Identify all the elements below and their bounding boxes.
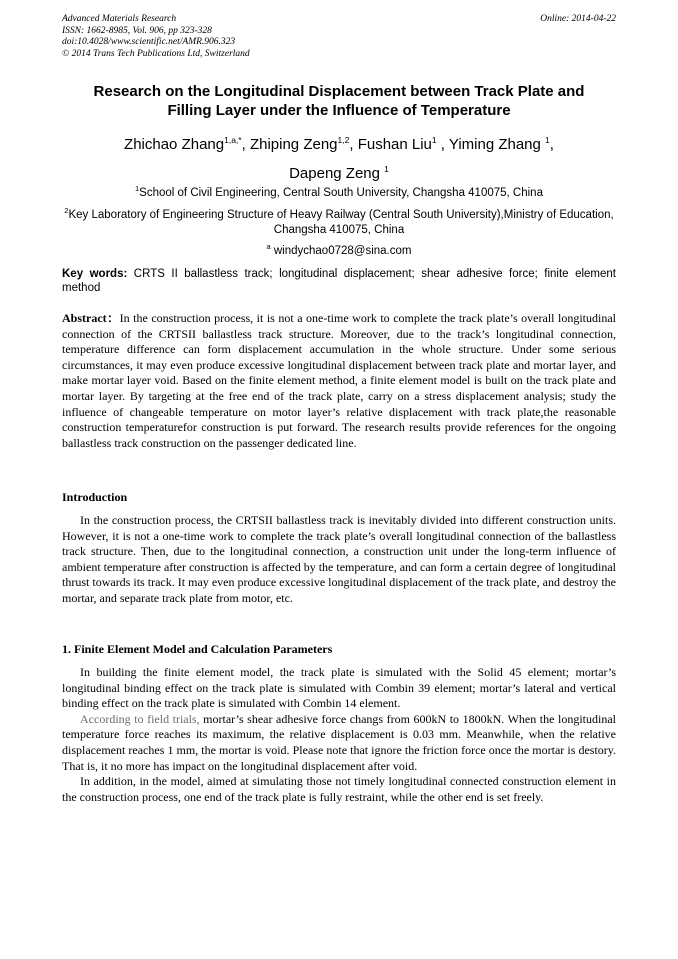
title-line-1: Research on the Longitudinal Displacement between Track Plate and: [93, 83, 585, 100]
affiliation-sup: 2: [64, 206, 69, 215]
journal-header: [62, 14, 616, 60]
paragraph: In addition, in the model, aimed at simulating those not timely longitudinal connected construction element in the construction process, one end of the track plate is fully restraint, while the other end is set freely.: [62, 774, 616, 804]
author-name: Zhiping Zeng: [249, 136, 338, 153]
section-heading-introduction: Introduction: [62, 490, 128, 504]
issn: ISSN: 1662-8985, Vol. 906, pp 323-328: [62, 25, 212, 36]
email-sup: a: [266, 242, 271, 251]
author-list: [80, 128, 598, 186]
affiliation-2: [62, 203, 616, 238]
affiliation-sup: 1: [135, 184, 140, 193]
title-line-2: Filling Layer under the Influence of Temperature: [167, 102, 511, 119]
abstract-label: Abstract: [62, 311, 107, 325]
affiliation-1: [62, 181, 616, 201]
paragraph-rest: mortar’s shear adhesive force changs from 600kN to 1800kN. When the longitudinal temperature force reaches its maximum, the relative displacement is 0.03 mm. Meanwhile, when the relative displacement reaches 1 mm, the mortar is void. Please note that ignore the friction force once the mortar is destory. That is, it no more has impact on the longitudinal displacement after void.: [62, 711, 616, 773]
paragraph-lead: According to field trials,: [80, 711, 200, 726]
journal-name: Advanced Materials Research: [62, 14, 177, 24]
affiliation-text: Key Laboratory of Engineering Structure of Heavy Railway (Central South University),Ministry of Education, Changsha 410075, China: [68, 208, 614, 236]
paragraph: In building the finite element model, the track plate is simulated with the Solid 45 element; mortar’s longitudinal binding effect on the track plate is simulated with Combin 39 element; mortar’s lateral and vertical binding effect on the track plate is simulated with Combin 14 element.: [62, 665, 616, 711]
author-name: Zhichao Zhang: [124, 136, 225, 153]
affiliation-text: School of Civil Engineering, Central South University, Changsha 410075, China: [139, 186, 543, 199]
author-affil-sup: 1: [384, 164, 389, 174]
author-sep: ,: [436, 136, 449, 153]
author-email: [62, 239, 616, 259]
author-affil-sup: 1,2: [337, 135, 350, 145]
abstract-colon: ：: [106, 311, 120, 325]
author-sep: ,: [349, 136, 358, 153]
paragraph: In the construction process, the CRTSII ballastless track is inevitably divided into different construction units. However, it is not a one-time work to complete the track plate’s overall longitudinal connection of the ballastless track structure. Then, due to the longitudinal connection, a construction unit under the long-term influence of ambient temperature after construction is affected by the temperature, and can form a certain degree of longitudinal thrust towards its track. It may even produce excessive longitudinal displacement of the track plate, and destroy the mortar, and separate track plate from motor, etc.: [62, 513, 616, 605]
paper-title: [62, 82, 616, 120]
section-heading-1: 1. Finite Element Model and Calculation Parameters: [62, 642, 333, 656]
authors-line-1: [80, 128, 598, 157]
author-affil-sup: 1: [431, 135, 437, 145]
author-affil-sup: 1: [545, 135, 550, 145]
section-1-body: [62, 665, 616, 805]
author-sep: ,: [241, 136, 250, 153]
abstract: [62, 311, 616, 451]
abstract-text: In the construction process, it is not a one-time work to complete the track plate’s overall longitudinal connection of the CRTSII ballastless track structure. Moreover, due to the track’s longitudinal connection, temperature difference can form displacement accumulation in the whole structure. Under some serious circumstances, it may even produce excessive longitudinal displacement between track plate and mortar layer, and make mortar layer void. Based on the finite element method, a finite element model is built on the track plate and mortar layer. By targeting at the free end of the track plate, carry on a stress displacement analysis; study the influence of changeable temperature on motor layer’s relative displacement with track plate,the reasonable construction temperaturefor construction is put forward. The research results provide references for the ongoing ballastless track construction on the passenger dedicated line.: [62, 311, 616, 450]
keywords-label: Key words:: [62, 268, 128, 280]
email-address[interactable]: windychao0728@sina.com: [270, 244, 412, 257]
author-sep: ,: [549, 136, 554, 153]
doi[interactable]: doi:10.4028/www.scientific.net/AMR.906.323: [62, 37, 236, 47]
author-name: Fushan Liu: [357, 136, 432, 153]
copyright: © 2014 Trans Tech Publications Ltd, Switzerland: [62, 48, 250, 59]
author-name: Dapeng Zeng: [289, 165, 385, 182]
keywords-text: CRTS II ballastless track; longitudinal displacement; shear adhesive force; finite element method: [62, 268, 616, 294]
online-date: Online: 2014-04-22: [540, 14, 616, 24]
author-name: Yiming Zhang: [448, 136, 546, 153]
paragraph: [62, 712, 616, 774]
author-affil-sup: 1,a,*: [224, 135, 242, 145]
keywords: [62, 267, 616, 295]
introduction-body: [62, 513, 616, 607]
